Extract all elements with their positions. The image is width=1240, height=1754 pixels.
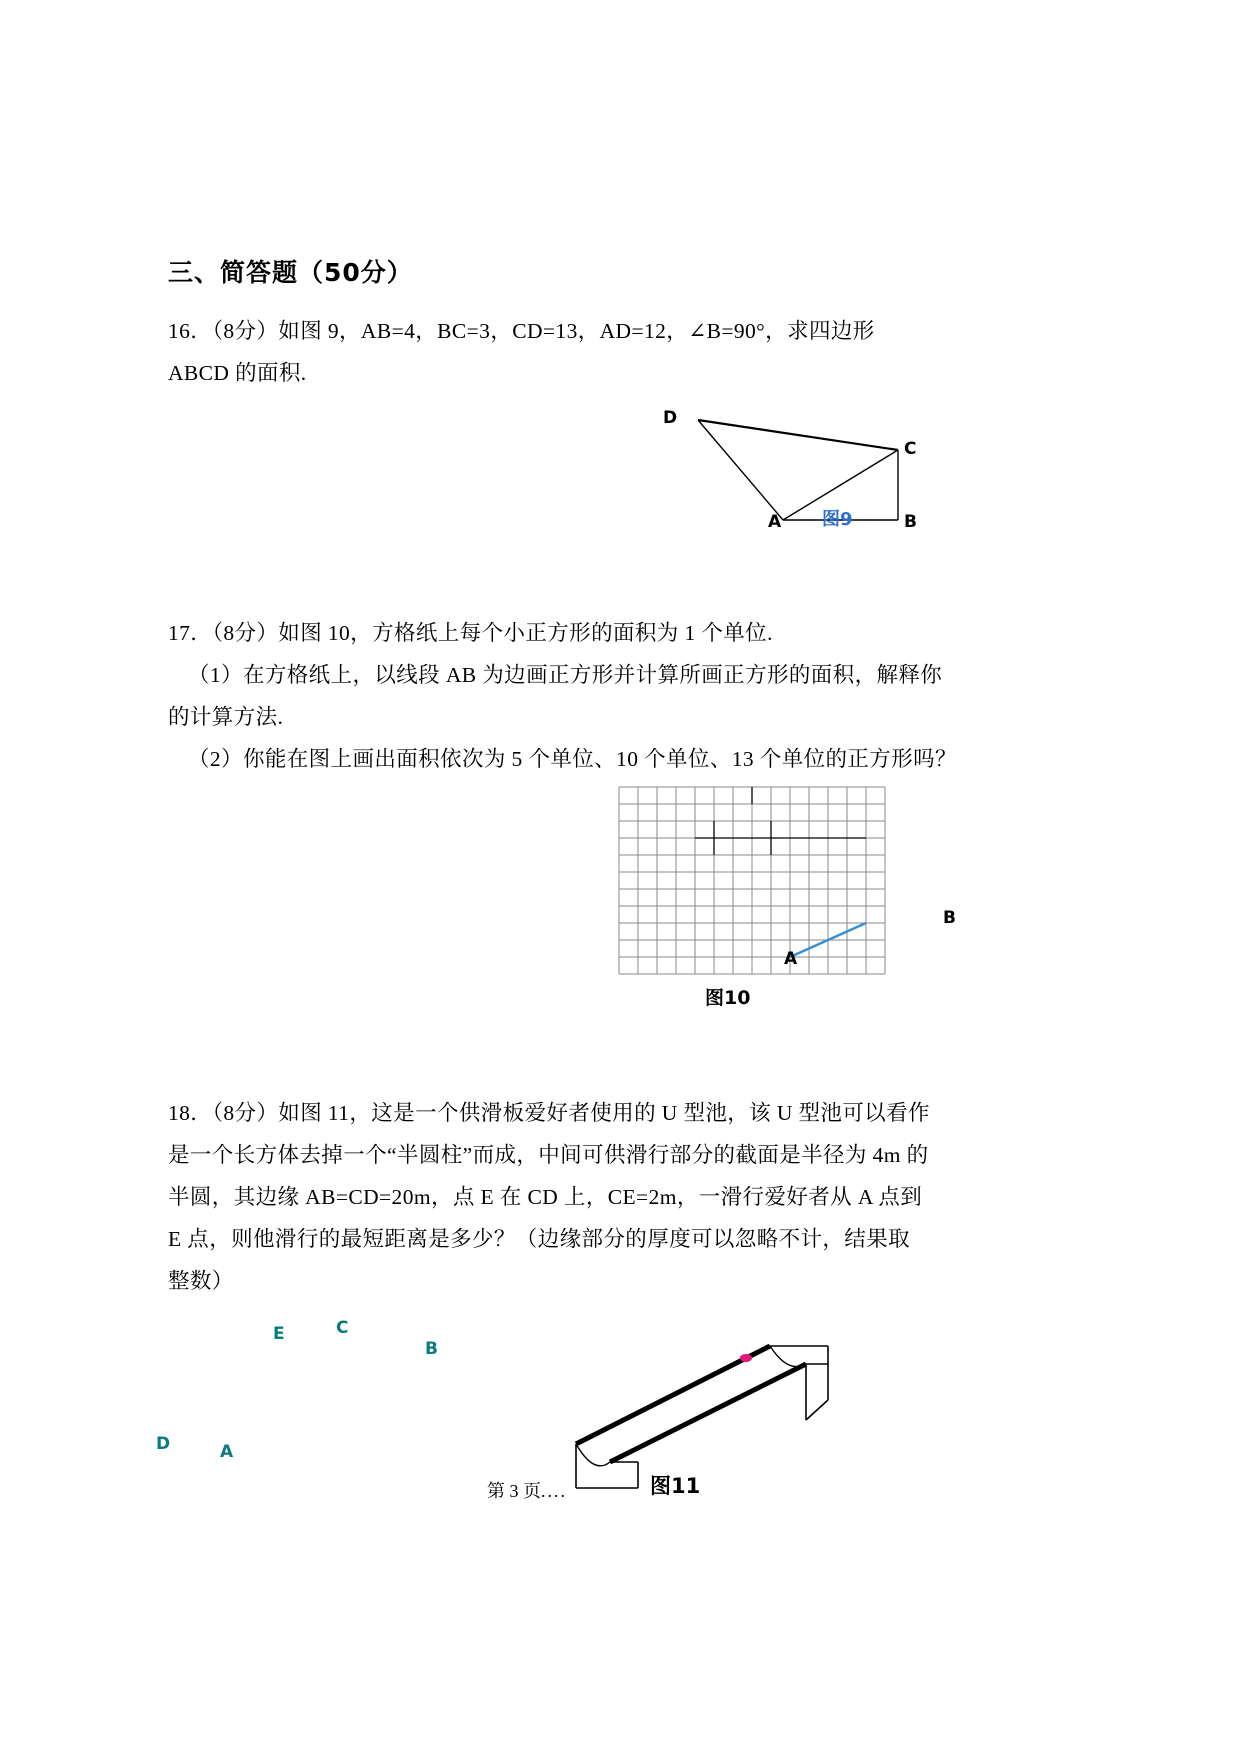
figure-9	[168, 402, 1073, 552]
figure-11-label-B: B	[425, 1339, 438, 1359]
page-footer-text: 第 3 页	[487, 1481, 541, 1501]
figure-11-caption: 图11	[650, 1474, 701, 1498]
question-16	[168, 310, 1073, 394]
question-18-line-2: 是一个长方体去掉一个“半圆柱”而成，中间可供滑行部分的截面是半径为 4m 的	[168, 1143, 929, 1167]
question-17-line-2: （1）在方格纸上，以线段 AB 为边画正方形并计算所画正方形的面积，解释你	[188, 663, 943, 687]
question-17-line-1: 17．（8分）如图 10，方格纸上每个小正方形的面积为 1 个单位.	[168, 621, 773, 645]
question-16-line-1: 16．（8分）如图 9，AB=4，BC=3，CD=13，AD=12，∠B=90°，求四边形	[168, 319, 875, 343]
question-16-line-2: ABCD 的面积.	[168, 361, 307, 385]
question-17-line-4: （2）你能在图上画出面积依次为 5 个单位、10 个单位、13 个单位的正方形吗？	[188, 747, 957, 771]
figure-10-drawing	[618, 786, 888, 991]
figure-11-label-D: D	[156, 1434, 171, 1454]
question-18-line-4: E 点，则他滑行的最短距离是多少？（边缘部分的厚度可以忽略不计，结果取	[168, 1227, 911, 1251]
figure-11-drawing	[558, 1312, 878, 1497]
figure-9-label-B: B	[904, 512, 917, 532]
page-footer-dots: ....	[541, 1481, 567, 1501]
question-18	[168, 1092, 1073, 1302]
figure-10-caption: 图10	[705, 987, 751, 1009]
figure-11-label-E: E	[273, 1324, 285, 1344]
figure-10-label-A: A	[784, 949, 798, 969]
question-17	[168, 612, 1073, 780]
figure-9-label-C: C	[904, 439, 917, 459]
figure-9-label-D: D	[663, 408, 678, 428]
page-content	[156, 258, 1073, 1522]
figure-10	[168, 786, 1073, 1018]
question-18-line-1: 18．（8分）如图 11，这是一个供滑板爱好者使用的 U 型池，该 U 型池可以看作	[168, 1101, 930, 1125]
question-17-line-3: 的计算方法.	[168, 705, 284, 729]
figure-11-label-A: A	[220, 1442, 234, 1462]
figure-11	[156, 1312, 1073, 1522]
question-18-line-3: 半圆，其边缘 AB=CD=20m，点 E 在 CD 上，CE=2m，一滑行爱好者从 A 点到	[168, 1185, 923, 1209]
figure-11-label-C: C	[336, 1318, 349, 1338]
page-footer	[487, 1477, 567, 1503]
figure-9-label-A: A	[768, 512, 782, 532]
figure-10-label-B: B	[943, 908, 956, 928]
question-18-line-5: 整数）	[168, 1269, 234, 1293]
figure-9-caption: 图9	[822, 509, 853, 530]
section-heading: 三、简答题（50分）	[168, 258, 413, 287]
